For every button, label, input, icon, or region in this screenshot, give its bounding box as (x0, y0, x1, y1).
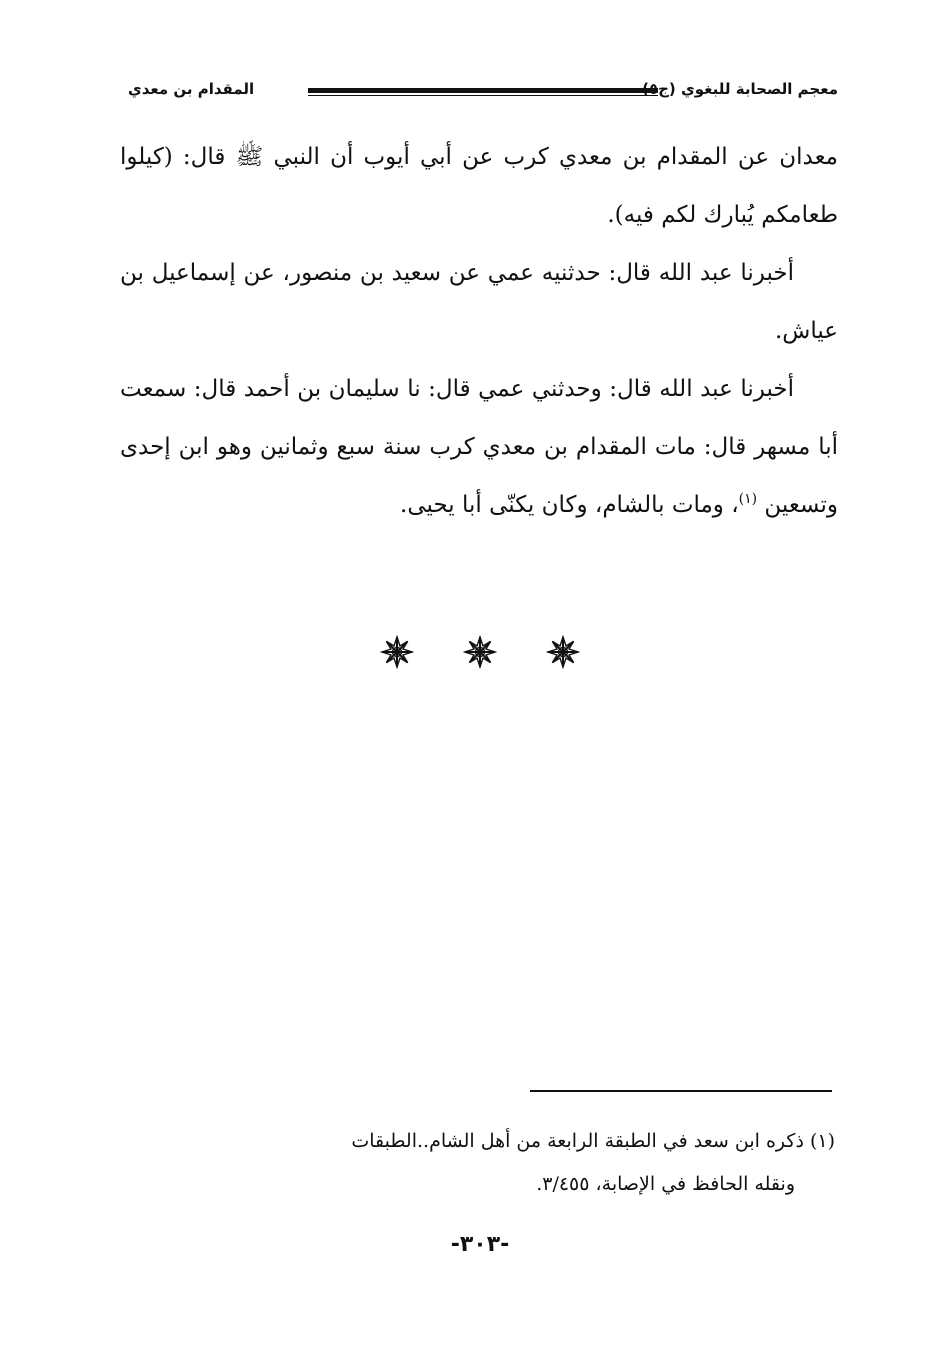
footnotes (300, 1120, 835, 1206)
entry-title: المقدام بن معدي (128, 80, 255, 98)
footnote-1-line-1: (١) ذكره ابن سعد في الطبقة الرابعة من أهل الشام..الطبقات (351, 1130, 835, 1152)
header-rule (308, 88, 658, 93)
footnote-1-line-2: ونقله الحافظ في الإصابة، ٣/٤٥٥. (536, 1173, 795, 1195)
section-separator (380, 630, 580, 674)
paragraph-1: معدان عن المقدام بن معدي كرب عن أبي أيوب أن النبي ﷺ قال: (كيلوا طعامكم يُبارك لكم فيه). (120, 144, 838, 228)
running-header (120, 80, 838, 110)
eight-pointed-star-icon (463, 635, 497, 669)
footnote-rule (530, 1090, 832, 1092)
eight-pointed-star-icon (546, 635, 580, 669)
paragraph-3-text-end: ، ومات بالشام، وكان يكنّى أبا يحيى. (400, 492, 739, 518)
page-number: -٣٠٣- (450, 1232, 510, 1257)
paragraph-2: أخبرنا عبد الله قال: حدثنيه عمي عن سعيد بن منصور، عن إسماعيل بن عياش. (120, 260, 838, 344)
paragraph-3 (120, 360, 838, 534)
eight-pointed-star-icon (380, 635, 414, 669)
book-title: معجم الصحابة للبغوي (ج (658, 80, 838, 98)
main-text (120, 128, 838, 534)
footnote-reference: (١) (738, 491, 758, 507)
paragraph-3-text: أخبرنا عبد الله قال: وحدثني عمي قال: نا سليمان بن أحمد قال: سمعت أبا مسهر قال: مات المقدام بن معدي كرب سنة سبع وثمانين وهو ابن إحدى وتسعين (120, 376, 838, 518)
